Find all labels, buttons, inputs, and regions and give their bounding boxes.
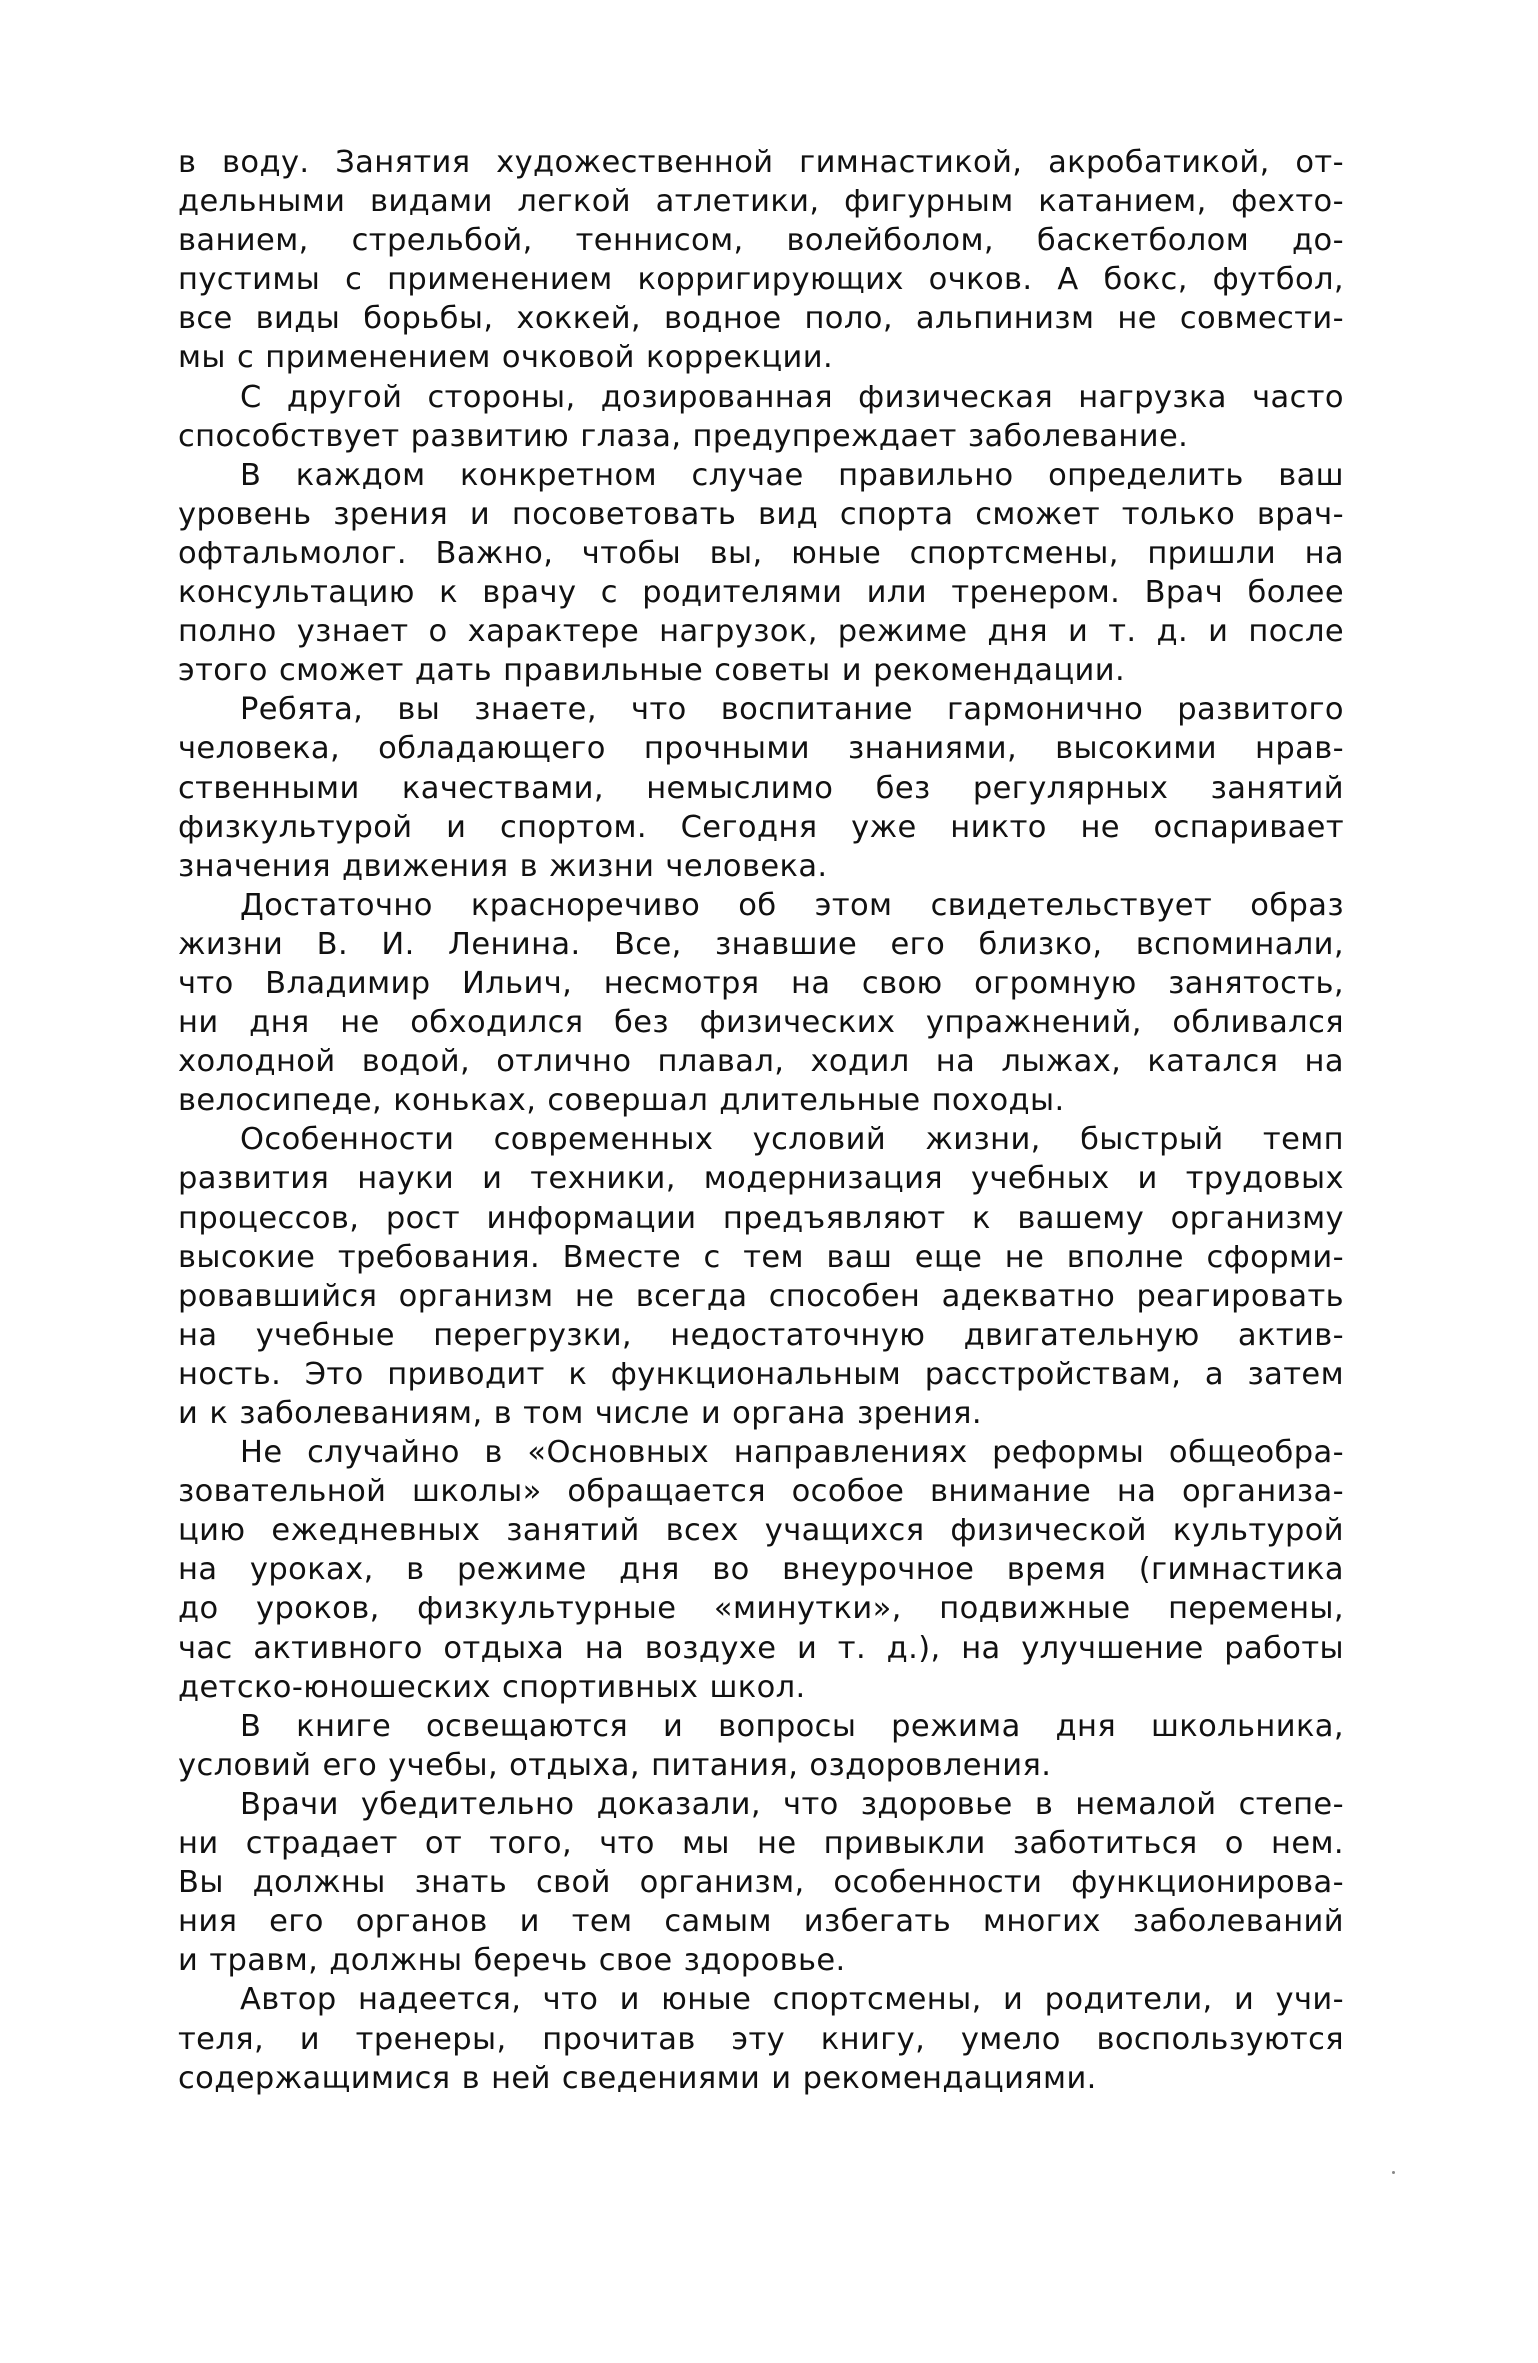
paragraph <box>178 690 1344 885</box>
text-line: что Владимир Ильич, несмотря на свою огромную занятость, <box>178 965 1344 1001</box>
paragraph <box>178 886 1344 1121</box>
text-line: на учебные перегрузки, недостаточную двигательную актив- <box>178 1317 1344 1353</box>
paragraph <box>178 456 1344 691</box>
text-line: зовательной школы» обращается особое внимание на организа- <box>178 1474 1344 1510</box>
text-line: Ребята, вы знаете, что воспитание гармонично развитого <box>240 692 1344 728</box>
text-line: в воду. Занятия художественной гимнастикой, акробатикой, от- <box>178 145 1344 180</box>
text-line: холодной водой, отлично плавал, ходил на лыжах, катался на <box>178 1044 1344 1080</box>
text-line: Автор надеется, что и юные спортсмены, и родители, и учи- <box>240 1982 1344 2018</box>
text-line: теля, и тренеры, прочитав эту книгу, умело воспользуются <box>178 2021 1344 2057</box>
paragraph <box>178 1120 1344 1433</box>
text-line: офтальмолог. Важно, чтобы вы, юные спортсмены, пришли на <box>178 535 1344 571</box>
text-line: все виды борьбы, хоккей, водное поло, альпинизм не совмести- <box>178 301 1344 337</box>
text-line: до уроков, физкультурные «минутки», подвижные перемены, <box>178 1591 1344 1627</box>
print-speck <box>1392 2171 1395 2174</box>
text-line: ность. Это приводит к функциональным расстройствам, а затем <box>178 1356 1344 1392</box>
text-line: С другой стороны, дозированная физическая нагрузка часто <box>240 379 1344 415</box>
text-line: условий его учебы, отдыха, питания, оздоровления. <box>178 1747 1052 1783</box>
text-line: ния его органов и тем самым избегать многих заболеваний <box>178 1904 1344 1940</box>
text-line: консультацию к врачу с родителями или тренером. Врач более <box>178 575 1344 611</box>
paragraph <box>178 1980 1344 2097</box>
text-line: час активного отдыха на воздухе и т. д.), на улучшение работы <box>178 1630 1344 1666</box>
text-line: развития науки и техники, модернизация учебных и трудовых <box>178 1161 1344 1197</box>
text-line: ни страдает от того, что мы не привыкли заботиться о нем. <box>178 1826 1344 1862</box>
body-text <box>178 143 1344 2098</box>
text-line: мы с применением очковой коррекции. <box>178 340 834 376</box>
text-line: и травм, должны беречь свое здоровье. <box>178 1943 846 1979</box>
text-line: ровавшийся организм не всегда способен адекватно реагировать <box>178 1278 1344 1314</box>
paragraph <box>178 1433 1344 1707</box>
text-line: и к заболеваниям, в том числе и органа зрения. <box>178 1396 982 1431</box>
text-line: ни дня не обходился без физических упражнений, обливался <box>178 1005 1344 1041</box>
text-line: жизни В. И. Ленина. Все, знавшие его близко, вспоминали, <box>178 926 1344 962</box>
text-line: детско-юношеских спортивных школ. <box>178 1669 806 1705</box>
paragraph <box>178 378 1344 456</box>
text-line: Особенности современных условий жизни, быстрый темп <box>240 1122 1344 1158</box>
text-line: способствует развитию глаза, предупреждает заболевание. <box>178 418 1189 454</box>
text-line: высокие требования. Вместе с тем ваш еще не вполне сформи- <box>178 1239 1344 1275</box>
text-line: полно узнает о характере нагрузок, режиме дня и т. д. и после <box>178 614 1344 650</box>
paragraph <box>178 1707 1344 1785</box>
paragraph <box>178 143 1344 378</box>
text-line: пустимы с применением корригирующих очков. А бокс, футбол, <box>178 262 1344 298</box>
text-line: значения движения в жизни человека. <box>178 848 828 884</box>
text-line: В книге освещаются и вопросы режима дня школьника, <box>240 1708 1344 1744</box>
paragraph <box>178 1785 1344 1980</box>
text-line: В каждом конкретном случае правильно определить ваш <box>240 457 1344 493</box>
text-line: человека, обладающего прочными знаниями, высокими нрав- <box>178 731 1344 767</box>
text-line: Достаточно красноречиво об этом свидетельствует образ <box>240 887 1344 923</box>
text-line: ванием, стрельбой, теннисом, волейболом, баскетболом до- <box>178 223 1344 259</box>
text-line: на уроках, в режиме дня во внеурочное время (гимнастика <box>178 1552 1344 1588</box>
text-line: цию ежедневных занятий всех учащихся физической культурой <box>178 1513 1344 1549</box>
text-line: этого сможет дать правильные советы и рекомендации. <box>178 653 1126 689</box>
text-line: процессов, рост информации предъявляют к вашему организму <box>178 1200 1344 1236</box>
text-line: дельными видами легкой атлетики, фигурным катанием, фехто- <box>178 184 1344 220</box>
text-line: ственными качествами, немыслимо без регулярных занятий <box>178 770 1344 806</box>
text-line: физкультурой и спортом. Сегодня уже никто не оспаривает <box>178 809 1344 845</box>
text-line: велосипеде, коньках, совершал длительные походы. <box>178 1083 1065 1119</box>
text-line: содержащимися в ней сведениями и рекомендациями. <box>178 2060 1097 2096</box>
text-line: Не случайно в «Основных направлениях реформы общеобра- <box>240 1435 1344 1471</box>
text-line: Вы должны знать свой организм, особенности функционирова- <box>178 1865 1344 1901</box>
text-line: уровень зрения и посоветовать вид спорта сможет только врач- <box>178 496 1344 532</box>
text-line: Врачи убедительно доказали, что здоровье в немалой степе- <box>240 1786 1344 1822</box>
